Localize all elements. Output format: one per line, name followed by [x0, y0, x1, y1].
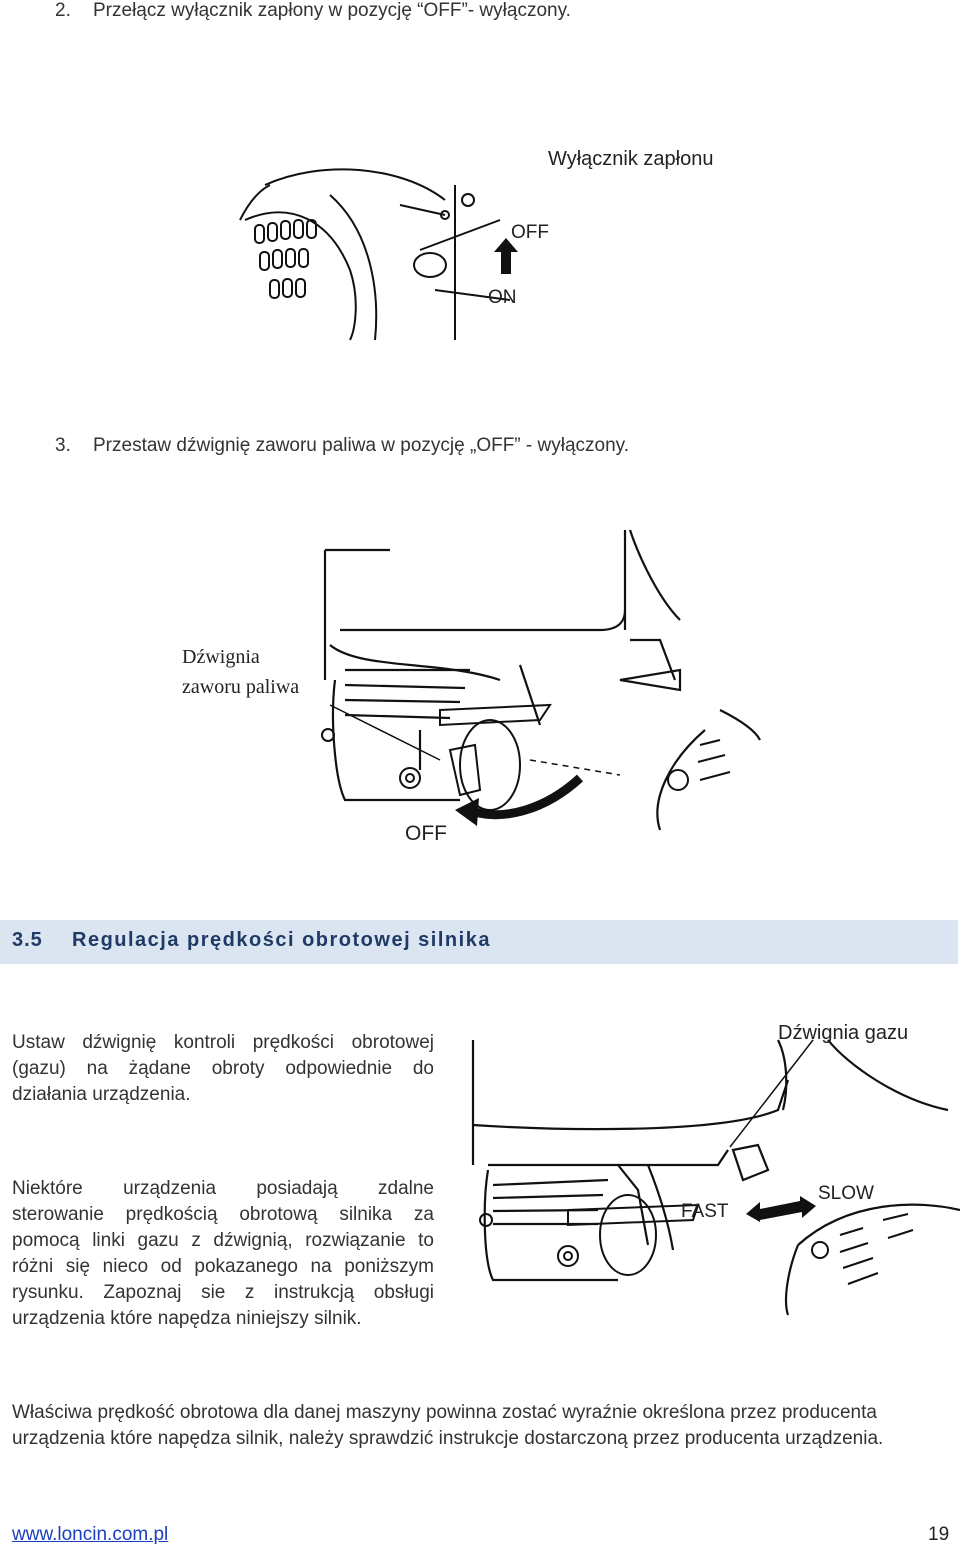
label-switch-on: ON	[488, 287, 517, 308]
label-fuel-lever-line1: Dźwignia	[182, 646, 260, 668]
step-number: 3.	[55, 435, 71, 456]
step-3	[55, 435, 629, 457]
text-line: urządzenia które napędza niniejszy silnik.	[12, 1308, 362, 1329]
step-text: Przestaw dźwignię zaworu paliwa w pozycję „OFF” - wyłączony.	[93, 435, 630, 456]
label-fuel-lever-line2: zaworu paliwa	[182, 676, 300, 698]
label-ignition-switch: Wyłącznik zapłonu	[548, 148, 714, 170]
page-number: 19	[928, 1524, 950, 1545]
text-line: (gazu) na żądane obroty odpowiednie do	[12, 1058, 434, 1079]
curved-arrow-icon	[455, 770, 585, 830]
section-number: 3.5	[12, 929, 43, 951]
text-line: sterowanie prędkością obrotową silnika za	[12, 1204, 434, 1225]
text-line: różni się nieco od pokazanego na poniższym	[12, 1256, 434, 1277]
label-fuel-lever	[182, 642, 299, 702]
paragraph-throttle-adjust	[12, 1030, 434, 1108]
text-line: rysunku. Zapoznaj sie z instrukcją obsługi	[12, 1282, 434, 1303]
step-2	[55, 0, 571, 22]
label-switch-off: OFF	[511, 222, 549, 243]
paragraph-proper-speed	[12, 1400, 950, 1452]
label-fast: FAST	[681, 1201, 729, 1222]
text-line: urządzenia które napędza silnik, należy sprawdzić instrukcje dostarczoną przez producenta urządzenia.	[12, 1428, 884, 1449]
text-line: Właściwa prędkość obrotowa dla danej maszyny powinna zostać wyraźnie określona przez producenta	[12, 1402, 877, 1423]
text-line: działania urządzenia.	[12, 1084, 191, 1105]
footer-website-link[interactable]: www.loncin.com.pl	[12, 1524, 169, 1545]
text-line: Niektóre urządzenia posiadają zdalne	[12, 1178, 434, 1199]
double-arrow-icon	[746, 1196, 816, 1222]
paragraph-remote-control	[12, 1176, 434, 1332]
section-title: Regulacja prędkości obrotowej silnika	[72, 929, 491, 951]
label-slow: SLOW	[818, 1183, 874, 1204]
text-line: pomocą linki gazu z dźwignią, rozwiązanie to	[12, 1230, 434, 1251]
step-number: 2.	[55, 0, 71, 21]
section-heading	[0, 920, 958, 964]
text-line: Ustaw dźwignię kontroli prędkości obrotowej	[12, 1032, 434, 1053]
label-throttle-lever: Dźwignia gazu	[778, 1022, 909, 1044]
step-text: Przełącz wyłącznik zapłony w pozycję “OFF”- wyłączony.	[93, 0, 571, 21]
throttle-lever-illustration	[468, 1040, 960, 1315]
label-fuel-off: OFF	[405, 822, 447, 845]
